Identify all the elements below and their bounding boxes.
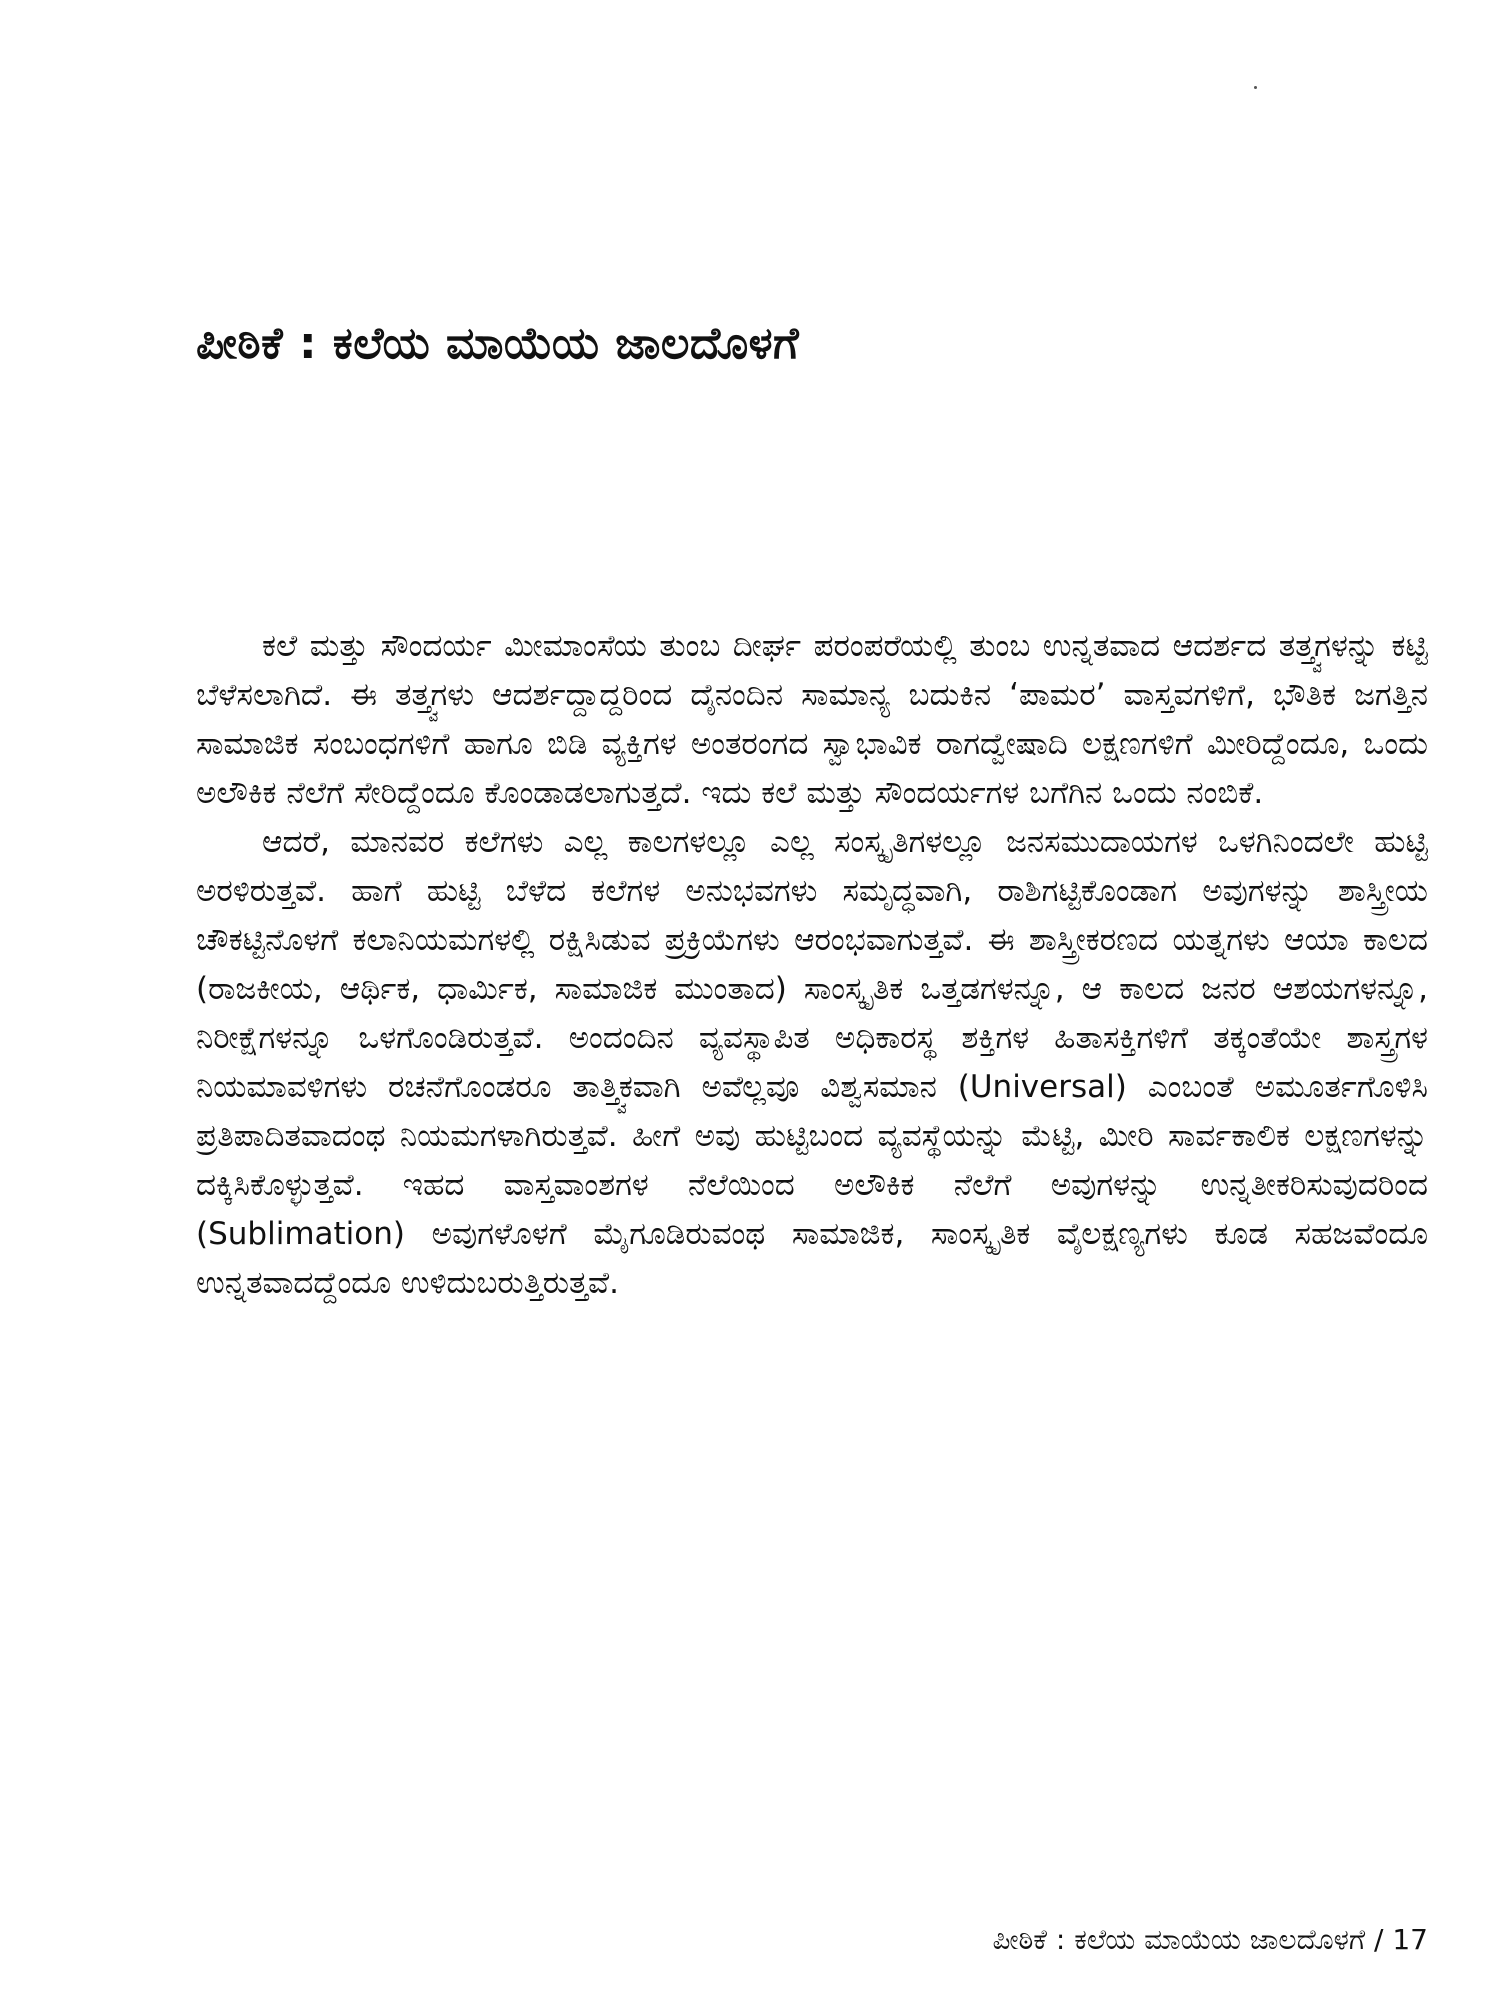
- paragraph-1: ಕಲೆ ಮತ್ತು ಸೌಂದರ್ಯ ಮೀಮಾಂಸೆಯ ತುಂಬ ದೀರ್ಘ ಪರಂಪರೆಯಲ್ಲಿ ತುಂಬ ಉನ್ನತವಾದ ಆದರ್ಶದ ತತ್ತ್ವಗಳನ್ನು ಕಟ್ಟಿ ಬೆಳೆಸಲಾಗಿದೆ. ಈ ತತ್ತ್ವಗಳು ಆದರ್ಶದ್ದಾದ್ದರಿಂದ ದೈನಂದಿನ ಸಾಮಾನ್ಯ ಬದುಕಿನ ‘ಪಾಮರ’ ವಾಸ್ತವಗಳಿಗೆ, ಭೌತಿಕ ಜಗತ್ತಿನ ಸಾಮಾಜಿಕ ಸಂಬಂಧಗಳಿಗೆ ಹಾಗೂ ಬಿಡಿ ವ್ಯಕ್ತಿಗಳ ಅಂತರಂಗದ ಸ್ವಾಭಾವಿಕ ರಾಗದ್ವೇಷಾದಿ ಲಕ್ಷಣಗಳಿಗೆ ಮೀರಿದ್ದೆಂದೂ, ಒಂದು ಅಲೌಕಿಕ ನೆಲೆಗೆ ಸೇರಿದ್ದೆಂದೂ ಕೊಂಡಾಡಲಾಗುತ್ತದೆ. ಇದು ಕಲೆ ಮತ್ತು ಸೌಂದರ್ಯಗಳ ಬಗೆಗಿನ ಒಂದು ನಂಬಿಕೆ.: [196, 628, 1428, 811]
- chapter-title: ಪೀಠಿಕೆ : ಕಲೆಯ ಮಾಯೆಯ ಜಾಲದೊಳಗೆ: [196, 318, 800, 369]
- running-footer: ಪೀಠಿಕೆ : ಕಲೆಯ ಮಾಯೆಯ ಜಾಲದೊಳಗೆ / 17: [992, 1923, 1428, 1956]
- paragraph-2: ಆದರೆ, ಮಾನವರ ಕಲೆಗಳು ಎಲ್ಲ ಕಾಲಗಳಲ್ಲೂ ಎಲ್ಲ ಸಂಸ್ಕೃತಿಗಳಲ್ಲೂ ಜನಸಮುದಾಯಗಳ ಒಳಗಿನಿಂದಲೇ ಹುಟ್ಟಿ ಅರಳಿರುತ್ತವೆ. ಹಾಗೆ ಹುಟ್ಟಿ ಬೆಳೆದ ಕಲೆಗಳ ಅನುಭವಗಳು ಸಮೃದ್ಧವಾಗಿ, ರಾಶಿಗಟ್ಟಿಕೊಂಡಾಗ ಅವುಗಳನ್ನು ಶಾಸ್ತ್ರೀಯ ಚೌಕಟ್ಟಿನೊಳಗೆ ಕಲಾನಿಯಮಗಳಲ್ಲಿ ರಕ್ಷಿಸಿಡುವ ಪ್ರಕ್ರಿಯೆಗಳು ಆರಂಭವಾಗುತ್ತವೆ. ಈ ಶಾಸ್ತ್ರೀಕರಣದ ಯತ್ನಗಳು ಆಯಾ ಕಾಲದ (ರಾಜಕೀಯ, ಆರ್ಥಿಕ, ಧಾರ್ಮಿಕ, ಸಾಮಾಜಿಕ ಮುಂತಾದ) ಸಾಂಸ್ಕೃತಿಕ ಒತ್ತಡಗಳನ್ನೂ, ಆ ಕಾಲದ ಜನರ ಆಶಯಗಳನ್ನೂ, ನಿರೀಕ್ಷೆಗಳನ್ನೂ ಒಳಗೊಂಡಿರುತ್ತವೆ. ಅಂದಂದಿನ ವ್ಯವಸ್ಥಾಪಿತ ಅಧಿಕಾರಸ್ಥ ಶಕ್ತಿಗಳ ಹಿತಾಸಕ್ತಿಗಳಿಗೆ ತಕ್ಕಂತೆಯೇ ಶಾಸ್ತ್ರಗಳ ನಿಯಮಾವಳಿಗಳು ರಚನೆಗೊಂಡರೂ ತಾತ್ತ್ವಿಕವಾಗಿ ಅವೆಲ್ಲವೂ ವಿಶ್ವಸಮಾನ (Universal) ಎಂಬಂತೆ ಅಮೂರ್ತಗೊಳಿಸಿ ಪ್ರತಿಪಾದಿತವಾದಂಥ ನಿಯಮಗಳಾಗಿರುತ್ತವೆ. ಹೀಗೆ ಅವು ಹುಟ್ಟಿಬಂದ ವ್ಯವಸ್ಥೆಯನ್ನು ಮೆಟ್ಟಿ, ಮೀರಿ ಸಾರ್ವಕಾಲಿಕ ಲಕ್ಷಣಗಳನ್ನು ದಕ್ಕಿಸಿಕೊಳ್ಳುತ್ತವೆ. ಇಹದ ವಾಸ್ತವಾಂಶಗಳ ನೆಲೆಯಿಂದ ಅಲೌಕಿಕ ನೆಲೆಗೆ ಅವುಗಳನ್ನು ಉನ್ನತೀಕರಿಸುವುದರಿಂದ (Sublimation) ಅವುಗಳೊಳಗೆ ಮೈಗೂಡಿರುವಂಥ ಸಾಮಾಜಿಕ, ಸಾಂಸ್ಕೃತಿಕ ವೈಲಕ್ಷಣ್ಯಗಳು ಕೂಡ ಸಹಜವೆಂದೂ ಉನ್ನತವಾದದ್ದೆಂದೂ ಉಳಿದುಬರುತ್ತಿರುತ್ತವೆ.: [196, 824, 1428, 1301]
- scan-speck: [1254, 86, 1257, 89]
- body-text: [196, 622, 1428, 1308]
